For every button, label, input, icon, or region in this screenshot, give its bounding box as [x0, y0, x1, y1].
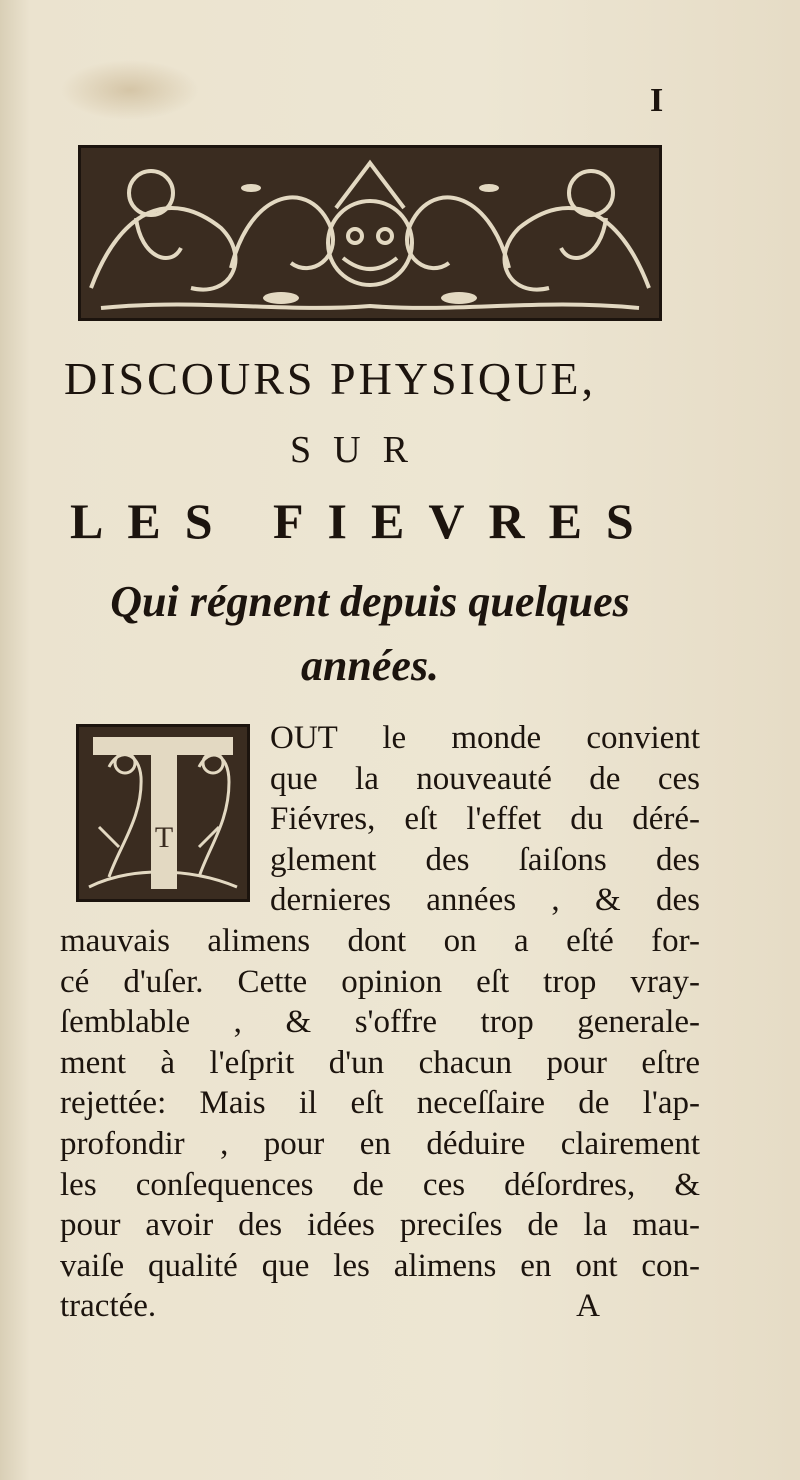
body-line: Fiévres, eſt l'effet du déré- — [270, 801, 700, 838]
body-line: mauvais alimens dont on a eſté for- — [60, 922, 700, 959]
title-line-3: LES FIEVRES — [70, 493, 658, 549]
title-line-1: DISCOURS PHYSIQUE, — [64, 353, 596, 404]
ornamental-headpiece-icon — [78, 145, 662, 321]
body-line: OUT le monde convient — [270, 720, 700, 756]
page-number: I — [650, 82, 664, 119]
body-line: rejettée: Mais il eſt neceſſaire de l'ap- — [60, 1085, 700, 1122]
body-line: les conſequences de ces déſordres, & — [60, 1166, 700, 1203]
body-line: profondir , pour en déduire clairement — [60, 1125, 700, 1162]
body-line: que la nouveauté de ces — [270, 760, 700, 797]
body-line: ment à l'eſprit d'un chacun pour eſtre — [60, 1044, 700, 1081]
body-line: pour avoir des idées preciſes de la mau- — [60, 1207, 700, 1244]
body-line: dernieres années , & des — [270, 882, 700, 919]
subtitle-line-1: Qui régnent depuis quelques — [110, 577, 630, 626]
subtitle-line-2: années. — [300, 641, 440, 690]
body-line: ſemblable , & s'offre trop generale- — [60, 1004, 700, 1041]
body-line: vaiſe qualité que les alimens en ont con- — [60, 1247, 700, 1284]
dropcap-letter: T — [154, 821, 174, 854]
body-paragraph — [60, 718, 700, 1327]
body-line: cé d'uſer. Cette opinion eſt trop vray- — [60, 963, 700, 1000]
signature-mark: A — [576, 1288, 600, 1325]
last-word: tractée. — [60, 1288, 157, 1325]
body-line: glement des ſaiſons des — [270, 841, 700, 878]
paper-stain — [60, 60, 200, 120]
body-last-line — [60, 1286, 700, 1327]
title-line-2: SUR — [290, 429, 430, 471]
